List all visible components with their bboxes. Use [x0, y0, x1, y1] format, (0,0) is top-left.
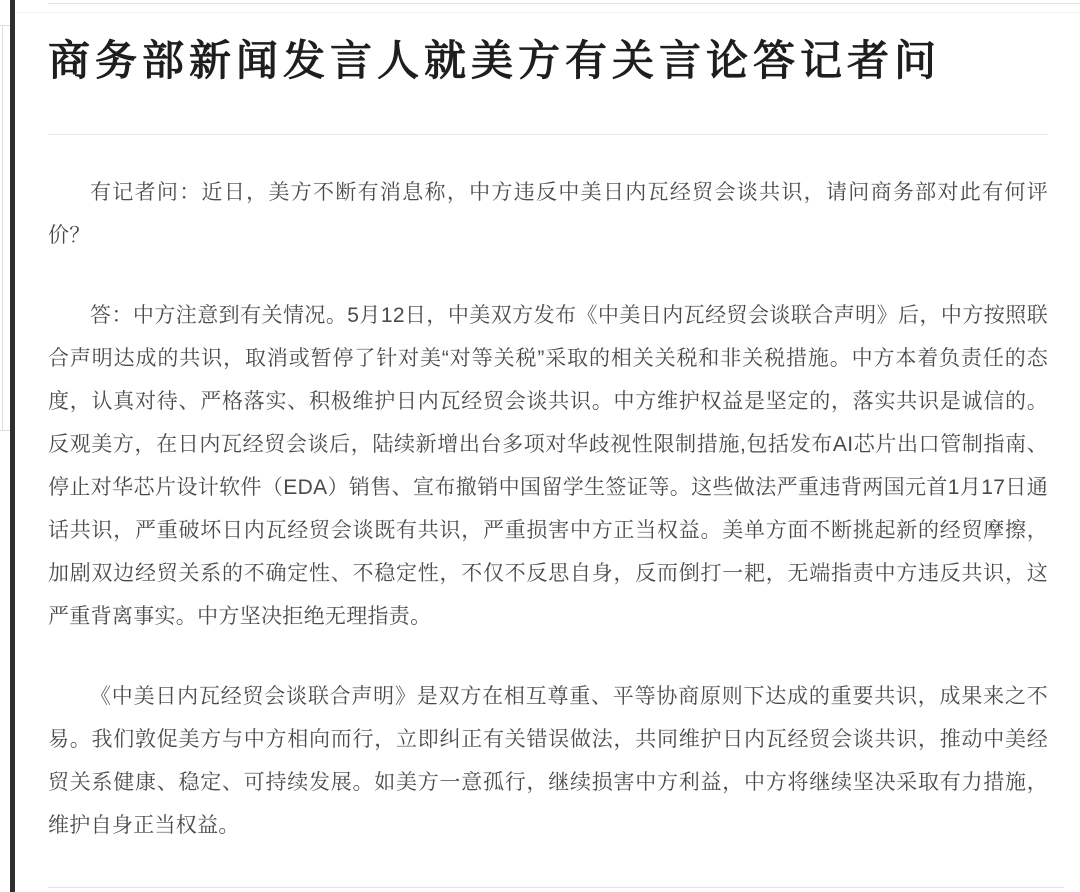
- bottom-divider: [48, 887, 1064, 888]
- article-paragraph-question: 有记者问：近日，美方不断有消息称，中方违反中美日内瓦经贸会谈共识，请问商务部对此有何评价？: [48, 181, 1048, 247]
- left-rail-tick-bottom: [0, 430, 10, 431]
- article-body: [48, 171, 1048, 847]
- article-content: [48, 0, 1048, 847]
- article-paragraph-answer-2: 《中美日内瓦经贸会谈联合声明》是双方在相互尊重、平等协商原则下达成的重要共识，成果来之不易。我们敦促美方与中方相向而行，立即纠正有关错误做法，共同维护日内瓦经贸会谈共识，推动中美经贸关系健康、稳定、可持续发展。如美方一意孤行，继续损害中方利益，中方将继续坚决采取有力措施，维护自身正当权益。: [48, 685, 1048, 837]
- left-rail-line: [2, 25, 3, 431]
- title-divider: [48, 134, 1048, 135]
- left-rail-tick-top: [0, 25, 10, 26]
- article-paragraph-answer-1: 答：中方注意到有关情况。5月12日，中美双方发布《中美日内瓦经贸会谈联合声明》后，中方按照联合声明达成的共识，取消或暂停了针对美“对等关税”采取的相关关税和非关税措施。中方本着负责任的态度，认真对待、严格落实、积极维护日内瓦经贸会谈共识。中方维护权益是坚定的，落实共识是诚信的。反观美方，在日内瓦经贸会谈后，陆续新增出台多项对华歧视性限制措施,包括发布AI芯片出口管制指南、停止对华芯片设计软件（EDA）销售、宣布撤销中国留学生签证等。这些做法严重违背两国元首1月17日通话共识，严重破坏日内瓦经贸会谈既有共识，严重损害中方正当权益。美单方面不断挑起新的经贸摩擦，加剧双边经贸关系的不确定性、不稳定性，不仅不反思自身，反而倒打一耙，无端指责中方违反共识，这严重背离事实。中方坚决拒绝无理指责。: [48, 304, 1048, 628]
- page-title: 商务部新闻发言人就美方有关言论答记者问: [48, 37, 942, 84]
- left-edge-bar: [10, 0, 15, 892]
